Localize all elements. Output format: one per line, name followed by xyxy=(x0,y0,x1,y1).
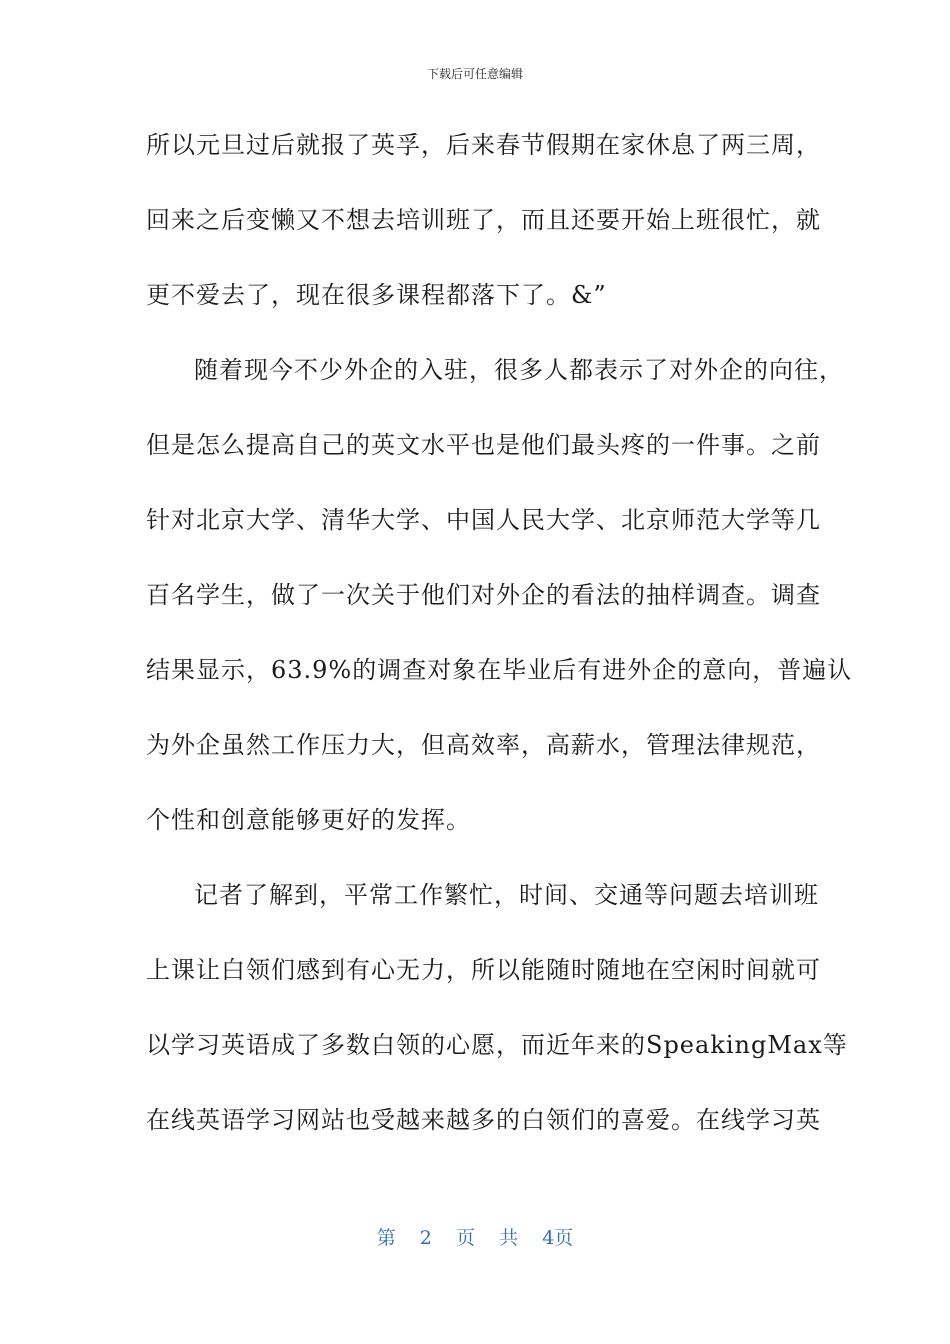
text-line: 以学习英语成了多数白领的心愿，而近年来的SpeakingMax等 xyxy=(146,1031,848,1059)
document-body xyxy=(146,120,853,1170)
text-line: 所以元旦过后就报了英孚，后来春节假期在家休息了两三周， xyxy=(146,131,821,159)
text-line: 百名学生，做了一次关于他们对外企的看法的抽样调查。调查 xyxy=(146,581,821,609)
text-line: 在线英语学习网站也受越来越多的白领们的喜爱。在线学习英 xyxy=(146,1106,821,1134)
page-header xyxy=(0,66,950,82)
header-text: 下载后可任意编辑 xyxy=(426,67,523,81)
text-line: 个性和创意能够更好的发挥。 xyxy=(146,806,471,834)
paragraph-start-line: 记者了解到，平常工作繁忙，时间、交通等问题去培训班 xyxy=(194,881,819,909)
text-line: 更不爱去了，现在很多课程都落下了。&” xyxy=(146,281,607,309)
page-footer xyxy=(0,1226,950,1250)
footer-total-label: 共 xyxy=(499,1227,519,1249)
paragraph-start-line: 随着现今不少外企的入驻，很多人都表示了对外企的向往， xyxy=(194,356,844,384)
text-line: 但是怎么提高自己的英文水平也是他们最头疼的一件事。之前 xyxy=(146,431,821,459)
text-line: 回来之后变懒又不想去培训班了，而且还要开始上班很忙，就 xyxy=(146,206,821,234)
footer-current-page: 2 xyxy=(419,1227,432,1249)
text-line: 结果显示，63.9%的调查对象在毕业后有进外企的意向，普遍认 xyxy=(146,656,853,684)
footer-total-pages: 4页 xyxy=(542,1227,574,1249)
text-line: 为外企虽然工作压力大，但高效率，高薪水，管理法律规范， xyxy=(146,731,821,759)
text-line: 上课让白领们感到有心无力，所以能随时随地在空闲时间就可 xyxy=(146,956,821,984)
footer-page-label: 第 xyxy=(376,1227,396,1249)
footer-page-unit: 页 xyxy=(455,1227,475,1249)
text-line: 针对北京大学、清华大学、中国人民大学、北京师范大学等几 xyxy=(146,506,821,534)
